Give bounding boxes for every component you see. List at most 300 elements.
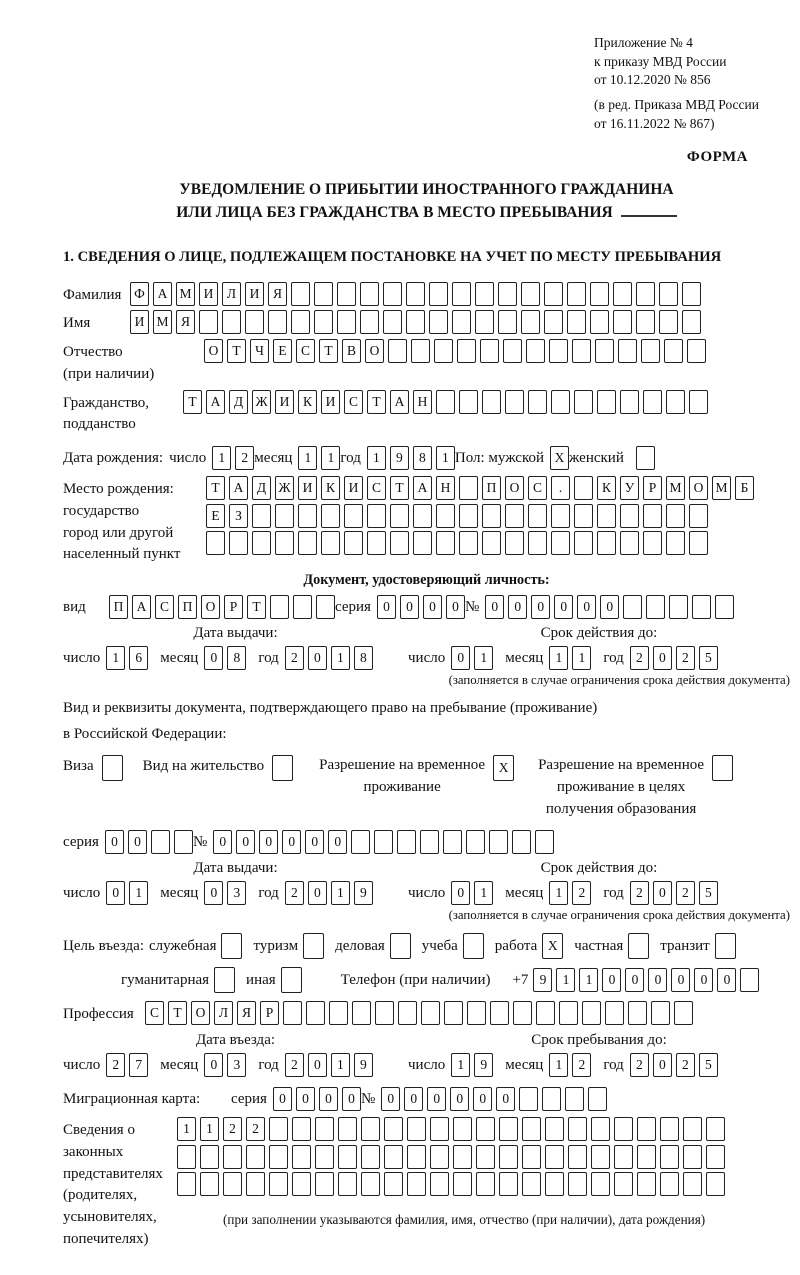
char-cell[interactable] — [420, 830, 439, 854]
char-cell[interactable]: 0 — [204, 1053, 223, 1077]
char-cell[interactable] — [476, 1117, 495, 1141]
char-cell[interactable]: 0 — [671, 968, 690, 992]
char-cell[interactable] — [482, 390, 501, 414]
char-cell[interactable] — [337, 310, 356, 334]
char-cell[interactable] — [199, 310, 218, 334]
char-cell[interactable]: X — [542, 933, 563, 959]
char-cell[interactable] — [443, 830, 462, 854]
char-cell[interactable] — [636, 282, 655, 306]
char-cell[interactable] — [551, 390, 570, 414]
char-cell[interactable]: И — [245, 282, 264, 306]
char-cell[interactable]: У — [620, 476, 639, 500]
char-cell[interactable]: О — [365, 339, 384, 363]
char-cell[interactable]: 0 — [204, 646, 223, 670]
char-cell[interactable] — [590, 310, 609, 334]
char-cell[interactable] — [292, 1172, 311, 1196]
char-cell[interactable] — [637, 1172, 656, 1196]
char-cell[interactable] — [559, 1001, 578, 1025]
char-cell[interactable] — [521, 282, 540, 306]
char-cell[interactable]: Р — [260, 1001, 279, 1025]
char-cell[interactable] — [660, 1172, 679, 1196]
char-cell[interactable] — [275, 531, 294, 555]
char-cell[interactable] — [229, 531, 248, 555]
char-cell[interactable] — [457, 339, 476, 363]
char-cell[interactable]: Я — [268, 282, 287, 306]
char-cell[interactable] — [522, 1145, 541, 1169]
char-cell[interactable]: П — [109, 595, 128, 619]
char-cell[interactable] — [361, 1145, 380, 1169]
char-cell[interactable] — [268, 310, 287, 334]
char-cell[interactable] — [291, 282, 310, 306]
char-cell[interactable]: 2 — [630, 1053, 649, 1077]
char-cell[interactable] — [436, 390, 455, 414]
char-cell[interactable] — [270, 595, 289, 619]
char-cell[interactable] — [406, 282, 425, 306]
char-cell[interactable]: Р — [224, 595, 243, 619]
char-cell[interactable] — [551, 504, 570, 528]
char-cell[interactable]: 2 — [572, 881, 591, 905]
char-cell[interactable]: М — [153, 310, 172, 334]
char-cell[interactable]: В — [342, 339, 361, 363]
char-cell[interactable] — [682, 310, 701, 334]
char-cell[interactable] — [367, 504, 386, 528]
char-cell[interactable] — [246, 1172, 265, 1196]
char-cell[interactable] — [706, 1172, 725, 1196]
char-cell[interactable]: Т — [206, 476, 225, 500]
char-cell[interactable]: 0 — [473, 1087, 492, 1111]
char-cell[interactable] — [411, 339, 430, 363]
char-cell[interactable] — [413, 531, 432, 555]
char-cell[interactable]: С — [344, 390, 363, 414]
char-cell[interactable]: 2 — [285, 646, 304, 670]
char-cell[interactable] — [591, 1117, 610, 1141]
char-cell[interactable] — [329, 1001, 348, 1025]
char-cell[interactable] — [715, 933, 736, 959]
char-cell[interactable]: 0 — [531, 595, 550, 619]
char-cell[interactable] — [641, 339, 660, 363]
char-cell[interactable] — [499, 1172, 518, 1196]
char-cell[interactable] — [298, 504, 317, 528]
char-cell[interactable]: 0 — [128, 830, 147, 854]
char-cell[interactable]: О — [204, 339, 223, 363]
char-cell[interactable] — [669, 595, 688, 619]
char-cell[interactable]: X — [550, 446, 569, 470]
char-cell[interactable] — [177, 1172, 196, 1196]
char-cell[interactable] — [453, 1172, 472, 1196]
char-cell[interactable] — [429, 282, 448, 306]
char-cell[interactable] — [315, 1145, 334, 1169]
char-cell[interactable] — [406, 310, 425, 334]
char-cell[interactable]: И — [199, 282, 218, 306]
char-cell[interactable] — [434, 339, 453, 363]
char-cell[interactable]: 2 — [676, 1053, 695, 1077]
char-cell[interactable]: 0 — [485, 595, 504, 619]
char-cell[interactable]: 0 — [602, 968, 621, 992]
char-cell[interactable]: 2 — [285, 1053, 304, 1077]
char-cell[interactable] — [574, 531, 593, 555]
char-cell[interactable] — [397, 830, 416, 854]
char-cell[interactable] — [338, 1117, 357, 1141]
char-cell[interactable]: Е — [206, 504, 225, 528]
char-cell[interactable] — [459, 531, 478, 555]
char-cell[interactable] — [206, 531, 225, 555]
char-cell[interactable] — [475, 310, 494, 334]
char-cell[interactable] — [628, 933, 649, 959]
char-cell[interactable] — [643, 504, 662, 528]
char-cell[interactable] — [482, 531, 501, 555]
char-cell[interactable]: М — [666, 476, 685, 500]
char-cell[interactable]: 1 — [106, 646, 125, 670]
char-cell[interactable] — [275, 504, 294, 528]
char-cell[interactable]: Т — [247, 595, 266, 619]
char-cell[interactable]: Т — [390, 476, 409, 500]
char-cell[interactable] — [360, 282, 379, 306]
char-cell[interactable]: 0 — [308, 646, 327, 670]
char-cell[interactable]: М — [176, 282, 195, 306]
char-cell[interactable] — [430, 1145, 449, 1169]
char-cell[interactable] — [659, 282, 678, 306]
char-cell[interactable] — [618, 339, 637, 363]
char-cell[interactable] — [360, 310, 379, 334]
char-cell[interactable] — [269, 1117, 288, 1141]
char-cell[interactable] — [513, 1001, 532, 1025]
char-cell[interactable] — [591, 1145, 610, 1169]
char-cell[interactable] — [338, 1172, 357, 1196]
char-cell[interactable] — [293, 595, 312, 619]
char-cell[interactable]: 0 — [105, 830, 124, 854]
char-cell[interactable] — [222, 310, 241, 334]
char-cell[interactable] — [574, 390, 593, 414]
char-cell[interactable]: 8 — [227, 646, 246, 670]
char-cell[interactable] — [535, 830, 554, 854]
char-cell[interactable] — [367, 531, 386, 555]
char-cell[interactable] — [666, 504, 685, 528]
char-cell[interactable] — [482, 504, 501, 528]
char-cell[interactable]: 0 — [446, 595, 465, 619]
char-cell[interactable] — [597, 504, 616, 528]
char-cell[interactable]: Я — [237, 1001, 256, 1025]
char-cell[interactable] — [498, 282, 517, 306]
char-cell[interactable] — [321, 504, 340, 528]
char-cell[interactable] — [223, 1145, 242, 1169]
char-cell[interactable]: 9 — [533, 968, 552, 992]
char-cell[interactable]: 0 — [328, 830, 347, 854]
char-cell[interactable] — [637, 1145, 656, 1169]
char-cell[interactable]: 0 — [423, 595, 442, 619]
char-cell[interactable] — [636, 446, 655, 470]
char-cell[interactable] — [715, 595, 734, 619]
char-cell[interactable]: 0 — [404, 1087, 423, 1111]
char-cell[interactable] — [614, 1145, 633, 1169]
char-cell[interactable]: К — [298, 390, 317, 414]
char-cell[interactable]: Т — [168, 1001, 187, 1025]
char-cell[interactable]: 1 — [556, 968, 575, 992]
char-cell[interactable] — [498, 310, 517, 334]
char-cell[interactable]: И — [298, 476, 317, 500]
char-cell[interactable]: 2 — [106, 1053, 125, 1077]
char-cell[interactable]: 0 — [451, 881, 470, 905]
char-cell[interactable]: 8 — [413, 446, 432, 470]
char-cell[interactable] — [466, 830, 485, 854]
char-cell[interactable] — [452, 310, 471, 334]
char-cell[interactable]: 1 — [331, 646, 350, 670]
char-cell[interactable]: 3 — [227, 1053, 246, 1077]
char-cell[interactable] — [522, 1117, 541, 1141]
char-cell[interactable] — [623, 595, 642, 619]
char-cell[interactable] — [536, 1001, 555, 1025]
char-cell[interactable] — [591, 1172, 610, 1196]
char-cell[interactable]: 1 — [572, 646, 591, 670]
char-cell[interactable] — [459, 390, 478, 414]
char-cell[interactable]: 0 — [106, 881, 125, 905]
char-cell[interactable]: 2 — [676, 881, 695, 905]
char-cell[interactable] — [503, 339, 522, 363]
char-cell[interactable]: 0 — [496, 1087, 515, 1111]
char-cell[interactable] — [567, 310, 586, 334]
char-cell[interactable] — [605, 1001, 624, 1025]
char-cell[interactable] — [597, 390, 616, 414]
char-cell[interactable]: 0 — [653, 881, 672, 905]
char-cell[interactable]: Ж — [275, 476, 294, 500]
char-cell[interactable]: М — [712, 476, 731, 500]
char-cell[interactable] — [526, 339, 545, 363]
char-cell[interactable] — [223, 1172, 242, 1196]
char-cell[interactable] — [521, 310, 540, 334]
char-cell[interactable] — [544, 282, 563, 306]
char-cell[interactable]: 0 — [342, 1087, 361, 1111]
char-cell[interactable] — [214, 967, 235, 993]
char-cell[interactable]: Л — [222, 282, 241, 306]
char-cell[interactable]: 7 — [129, 1053, 148, 1077]
char-cell[interactable] — [174, 830, 193, 854]
char-cell[interactable]: И — [130, 310, 149, 334]
char-cell[interactable] — [384, 1117, 403, 1141]
char-cell[interactable] — [390, 504, 409, 528]
char-cell[interactable]: 1 — [212, 446, 231, 470]
char-cell[interactable]: 0 — [308, 881, 327, 905]
char-cell[interactable] — [595, 339, 614, 363]
char-cell[interactable]: 2 — [235, 446, 254, 470]
char-cell[interactable]: 0 — [204, 881, 223, 905]
char-cell[interactable]: 1 — [579, 968, 598, 992]
char-cell[interactable] — [490, 1001, 509, 1025]
char-cell[interactable] — [321, 531, 340, 555]
char-cell[interactable]: 0 — [282, 830, 301, 854]
char-cell[interactable]: 5 — [699, 646, 718, 670]
char-cell[interactable]: 0 — [259, 830, 278, 854]
char-cell[interactable] — [706, 1117, 725, 1141]
char-cell[interactable] — [545, 1145, 564, 1169]
char-cell[interactable]: З — [229, 504, 248, 528]
char-cell[interactable]: 1 — [549, 646, 568, 670]
char-cell[interactable] — [314, 310, 333, 334]
char-cell[interactable] — [706, 1145, 725, 1169]
char-cell[interactable] — [200, 1172, 219, 1196]
char-cell[interactable]: 1 — [298, 446, 317, 470]
char-cell[interactable] — [528, 531, 547, 555]
char-cell[interactable] — [572, 339, 591, 363]
char-cell[interactable]: Р — [643, 476, 662, 500]
char-cell[interactable] — [467, 1001, 486, 1025]
char-cell[interactable] — [683, 1145, 702, 1169]
char-cell[interactable]: 1 — [177, 1117, 196, 1141]
char-cell[interactable] — [390, 933, 411, 959]
char-cell[interactable] — [620, 531, 639, 555]
char-cell[interactable] — [272, 755, 293, 781]
char-cell[interactable]: 1 — [474, 881, 493, 905]
char-cell[interactable] — [269, 1172, 288, 1196]
char-cell[interactable] — [421, 1001, 440, 1025]
char-cell[interactable] — [545, 1172, 564, 1196]
char-cell[interactable] — [689, 531, 708, 555]
char-cell[interactable] — [453, 1145, 472, 1169]
char-cell[interactable]: 9 — [354, 881, 373, 905]
char-cell[interactable] — [689, 504, 708, 528]
char-cell[interactable] — [683, 1172, 702, 1196]
char-cell[interactable]: 1 — [549, 1053, 568, 1077]
char-cell[interactable] — [628, 1001, 647, 1025]
char-cell[interactable] — [315, 1172, 334, 1196]
char-cell[interactable]: А — [390, 390, 409, 414]
char-cell[interactable] — [660, 1117, 679, 1141]
char-cell[interactable]: Д — [252, 476, 271, 500]
char-cell[interactable]: И — [321, 390, 340, 414]
char-cell[interactable]: 8 — [354, 646, 373, 670]
char-cell[interactable]: 1 — [129, 881, 148, 905]
char-cell[interactable] — [542, 1087, 561, 1111]
char-cell[interactable]: 0 — [305, 830, 324, 854]
char-cell[interactable] — [643, 531, 662, 555]
char-cell[interactable]: 9 — [354, 1053, 373, 1077]
char-cell[interactable]: 3 — [227, 881, 246, 905]
char-cell[interactable]: Н — [413, 390, 432, 414]
char-cell[interactable] — [637, 1117, 656, 1141]
char-cell[interactable]: С — [155, 595, 174, 619]
char-cell[interactable] — [292, 1145, 311, 1169]
char-cell[interactable]: 0 — [213, 830, 232, 854]
char-cell[interactable] — [361, 1172, 380, 1196]
char-cell[interactable] — [283, 1001, 302, 1025]
char-cell[interactable] — [597, 531, 616, 555]
char-cell[interactable]: С — [528, 476, 547, 500]
char-cell[interactable] — [291, 310, 310, 334]
char-cell[interactable]: Е — [273, 339, 292, 363]
char-cell[interactable] — [344, 531, 363, 555]
char-cell[interactable] — [505, 531, 524, 555]
char-cell[interactable] — [102, 755, 123, 781]
char-cell[interactable] — [351, 830, 370, 854]
char-cell[interactable] — [651, 1001, 670, 1025]
char-cell[interactable]: 0 — [653, 1053, 672, 1077]
char-cell[interactable] — [712, 755, 733, 781]
char-cell[interactable] — [436, 504, 455, 528]
char-cell[interactable] — [505, 390, 524, 414]
char-cell[interactable] — [388, 339, 407, 363]
char-cell[interactable] — [306, 1001, 325, 1025]
char-cell[interactable] — [436, 531, 455, 555]
char-cell[interactable]: 0 — [236, 830, 255, 854]
char-cell[interactable] — [252, 504, 271, 528]
char-cell[interactable] — [303, 933, 324, 959]
char-cell[interactable]: П — [482, 476, 501, 500]
char-cell[interactable] — [177, 1145, 196, 1169]
char-cell[interactable] — [316, 595, 335, 619]
char-cell[interactable]: О — [505, 476, 524, 500]
char-cell[interactable] — [315, 1117, 334, 1141]
char-cell[interactable] — [429, 310, 448, 334]
char-cell[interactable]: 5 — [699, 1053, 718, 1077]
char-cell[interactable]: О — [191, 1001, 210, 1025]
char-cell[interactable]: 2 — [285, 881, 304, 905]
char-cell[interactable] — [453, 1117, 472, 1141]
char-cell[interactable] — [314, 282, 333, 306]
char-cell[interactable]: К — [597, 476, 616, 500]
char-cell[interactable]: 9 — [390, 446, 409, 470]
char-cell[interactable] — [361, 1117, 380, 1141]
char-cell[interactable] — [407, 1117, 426, 1141]
char-cell[interactable] — [568, 1172, 587, 1196]
char-cell[interactable]: X — [493, 755, 514, 781]
char-cell[interactable]: А — [413, 476, 432, 500]
char-cell[interactable] — [568, 1145, 587, 1169]
char-cell[interactable] — [489, 830, 508, 854]
char-cell[interactable] — [430, 1172, 449, 1196]
char-cell[interactable] — [352, 1001, 371, 1025]
char-cell[interactable] — [281, 967, 302, 993]
char-cell[interactable]: 0 — [319, 1087, 338, 1111]
char-cell[interactable] — [528, 504, 547, 528]
char-cell[interactable]: И — [344, 476, 363, 500]
char-cell[interactable] — [568, 1117, 587, 1141]
char-cell[interactable]: Б — [735, 476, 754, 500]
char-cell[interactable] — [292, 1117, 311, 1141]
char-cell[interactable] — [384, 1172, 403, 1196]
char-cell[interactable] — [245, 310, 264, 334]
char-cell[interactable] — [636, 310, 655, 334]
char-cell[interactable] — [551, 531, 570, 555]
char-cell[interactable] — [463, 933, 484, 959]
char-cell[interactable]: 1 — [436, 446, 455, 470]
char-cell[interactable]: 0 — [625, 968, 644, 992]
char-cell[interactable] — [344, 504, 363, 528]
char-cell[interactable]: 1 — [367, 446, 386, 470]
char-cell[interactable]: Ф — [130, 282, 149, 306]
char-cell[interactable] — [384, 1145, 403, 1169]
char-cell[interactable] — [252, 531, 271, 555]
char-cell[interactable]: 0 — [577, 595, 596, 619]
char-cell[interactable]: 1 — [474, 646, 493, 670]
char-cell[interactable] — [375, 1001, 394, 1025]
char-cell[interactable] — [620, 504, 639, 528]
char-cell[interactable] — [476, 1145, 495, 1169]
char-cell[interactable]: А — [153, 282, 172, 306]
char-cell[interactable]: 0 — [377, 595, 396, 619]
char-cell[interactable] — [528, 390, 547, 414]
char-cell[interactable]: 1 — [200, 1117, 219, 1141]
char-cell[interactable] — [269, 1145, 288, 1169]
char-cell[interactable]: 0 — [400, 595, 419, 619]
char-cell[interactable] — [383, 282, 402, 306]
char-cell[interactable] — [613, 282, 632, 306]
char-cell[interactable]: П — [178, 595, 197, 619]
char-cell[interactable]: 2 — [676, 646, 695, 670]
char-cell[interactable] — [407, 1145, 426, 1169]
char-cell[interactable]: Ж — [252, 390, 271, 414]
char-cell[interactable] — [480, 339, 499, 363]
char-cell[interactable]: 0 — [717, 968, 736, 992]
char-cell[interactable]: 0 — [296, 1087, 315, 1111]
char-cell[interactable]: 1 — [331, 1053, 350, 1077]
